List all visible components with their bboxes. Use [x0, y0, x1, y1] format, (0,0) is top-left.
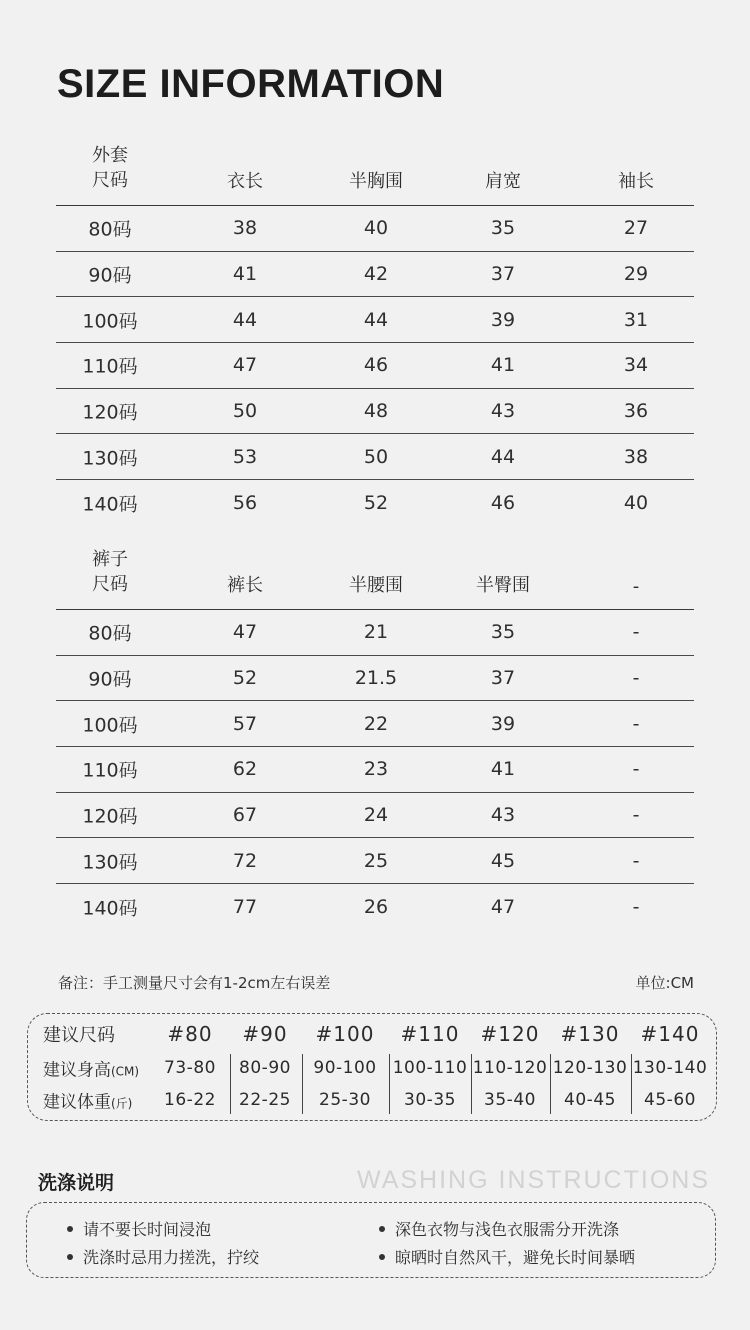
- table-cell: 44: [232, 308, 258, 331]
- table-cell: 37: [490, 667, 516, 690]
- table-header: [56, 140, 694, 206]
- unit-note: 单位:CM: [635, 974, 694, 992]
- table-cell: -: [632, 621, 640, 644]
- table-cell: 47: [490, 895, 516, 918]
- recommend-height-label: 建议身高(CM): [43, 1060, 140, 1081]
- table-header: [56, 544, 694, 610]
- table-cell: 29: [623, 263, 649, 286]
- recommend-weight-value: 25-30: [319, 1090, 371, 1110]
- header-cell: 裤长: [227, 575, 263, 596]
- table-cell: 50: [363, 445, 389, 468]
- table-cell: 21: [363, 621, 389, 644]
- table-cell: 47: [232, 621, 258, 644]
- table-cell: 35: [490, 217, 516, 240]
- header-cell: 肩宽: [485, 171, 521, 192]
- recommend-size-value: #120: [480, 1022, 540, 1046]
- table-cell: 45: [490, 849, 516, 872]
- table-cell: -: [632, 667, 640, 690]
- table-cell: 34: [623, 354, 649, 377]
- recommend-size-value: #90: [242, 1022, 288, 1046]
- table-cell: 46: [490, 491, 516, 514]
- table-cell: 47: [232, 354, 258, 377]
- table-cell: 37: [490, 263, 516, 286]
- recommend-size-value: #80: [167, 1022, 213, 1046]
- table-cell: -: [632, 849, 640, 872]
- table-row: [56, 610, 694, 656]
- table-cell: 41: [232, 263, 258, 286]
- table-row: [56, 434, 694, 480]
- washing-title-en: WASHING INSTRUCTIONS: [357, 1166, 710, 1194]
- table-row: [56, 747, 694, 793]
- table-cell: 67: [232, 804, 258, 827]
- column-divider: [631, 1054, 632, 1114]
- table-row: [56, 838, 694, 884]
- table-cell: 72: [232, 849, 258, 872]
- recommend-weight-value: 40-45: [564, 1090, 616, 1110]
- table-cell: 80码: [88, 622, 132, 645]
- table-cell: 36: [623, 400, 649, 423]
- recommend-height-value: 120-130: [552, 1058, 628, 1078]
- header-cell: 衣长: [227, 171, 263, 192]
- table-cell: 35: [490, 621, 516, 644]
- table-row: [56, 252, 694, 298]
- table-cell: 22: [363, 712, 389, 735]
- recommend-size-value: #100: [315, 1022, 375, 1046]
- recommend-weight-value: 22-25: [239, 1090, 291, 1110]
- recommend-height-value: 90-100: [313, 1058, 377, 1078]
- column-divider: [471, 1054, 472, 1114]
- washing-item: 洗涤时忌用力搓洗，拧绞: [67, 1245, 259, 1268]
- recommend-height-value: 110-120: [472, 1058, 548, 1078]
- table-row: [56, 389, 694, 435]
- table-cell: 38: [232, 217, 258, 240]
- table-cell: 21.5: [354, 667, 398, 690]
- table-cell: 44: [363, 308, 389, 331]
- table-row: [56, 701, 694, 747]
- table-cell: 53: [232, 445, 258, 468]
- recommend-height-value: 73-80: [164, 1058, 216, 1078]
- recommend-height-value: 100-110: [392, 1058, 468, 1078]
- washing-item: 深色衣物与浅色衣服需分开洗涤: [379, 1217, 619, 1240]
- table-cell: 27: [623, 217, 649, 240]
- table-cell: 41: [490, 354, 516, 377]
- recommend-height-row: [28, 1052, 716, 1084]
- table-cell: 140码: [82, 493, 138, 516]
- recommend-weight-row: [28, 1084, 716, 1116]
- recommend-weight-label: 建议体重(斤): [43, 1092, 133, 1113]
- recommend-size-value: #110: [400, 1022, 460, 1046]
- table-cell: -: [632, 804, 640, 827]
- table-cell: 100码: [82, 714, 138, 737]
- table-cell: 90码: [88, 264, 132, 287]
- table-cell: 57: [232, 712, 258, 735]
- header-cell: -: [632, 576, 640, 597]
- washing-item: 请不要长时间浸泡: [67, 1217, 211, 1240]
- table-cell: 77: [232, 895, 258, 918]
- table-row: [56, 206, 694, 252]
- table-cell: 62: [232, 758, 258, 781]
- table-cell: 39: [490, 712, 516, 735]
- recommend-weight-value: 45-60: [644, 1090, 696, 1110]
- table-cell: 110码: [82, 355, 138, 378]
- table-cell: 56: [232, 491, 258, 514]
- pants-size-table: [56, 544, 694, 930]
- header-cell: 半胸围: [349, 171, 403, 192]
- recommend-size-row: [28, 1018, 716, 1050]
- table-row: [56, 297, 694, 343]
- table-cell: 52: [363, 491, 389, 514]
- table-cell: 43: [490, 804, 516, 827]
- recommend-size-label: 建议尺码: [43, 1025, 115, 1046]
- table-cell: 38: [623, 445, 649, 468]
- measurement-note: 备注：手工测量尺寸会有1-2cm左右误差: [58, 974, 331, 992]
- column-divider: [302, 1054, 303, 1114]
- table-cell: 44: [490, 445, 516, 468]
- jacket-size-table: [56, 140, 694, 526]
- washing-title: 洗涤说明: [38, 1172, 115, 1194]
- recommend-weight-value: 35-40: [484, 1090, 536, 1110]
- recommendation-box: [27, 1013, 717, 1121]
- table-cell: 110码: [82, 759, 138, 782]
- column-divider: [230, 1054, 231, 1114]
- table-cell: 120码: [82, 805, 138, 828]
- recommend-height-value: 130-140: [632, 1058, 708, 1078]
- table-cell: 23: [363, 758, 389, 781]
- table-cell: 80码: [88, 218, 132, 241]
- recommend-weight-value: 16-22: [164, 1090, 216, 1110]
- table-cell: 120码: [82, 401, 138, 424]
- table-row: [56, 656, 694, 702]
- table-cell: 43: [490, 400, 516, 423]
- table-cell: 42: [363, 263, 389, 286]
- table-cell: -: [632, 895, 640, 918]
- table-row: [56, 793, 694, 839]
- header-cell: 裤子 尺码: [92, 549, 128, 595]
- table-cell: 40: [623, 491, 649, 514]
- table-cell: 130码: [82, 447, 138, 470]
- header-cell: 外套 尺码: [92, 145, 128, 191]
- washing-box: [26, 1202, 716, 1278]
- page-title: SIZE INFORMATION: [57, 62, 445, 106]
- table-cell: 100码: [82, 310, 138, 333]
- table-cell: 50: [232, 400, 258, 423]
- table-cell: 24: [363, 804, 389, 827]
- table-cell: 90码: [88, 668, 132, 691]
- table-cell: 41: [490, 758, 516, 781]
- table-cell: -: [632, 758, 640, 781]
- column-divider: [550, 1054, 551, 1114]
- table-cell: 46: [363, 354, 389, 377]
- header-cell: 半腰围: [349, 575, 403, 596]
- header-cell: 袖长: [618, 171, 654, 192]
- header-cell: 半臀围: [476, 575, 530, 596]
- table-row: [56, 884, 694, 930]
- washing-item: 晾晒时自然风干，避免长时间暴晒: [379, 1245, 635, 1268]
- table-cell: 26: [363, 895, 389, 918]
- table-cell: -: [632, 712, 640, 735]
- recommend-weight-value: 30-35: [404, 1090, 456, 1110]
- table-cell: 52: [232, 667, 258, 690]
- table-cell: 130码: [82, 851, 138, 874]
- table-row: [56, 343, 694, 389]
- table-cell: 140码: [82, 897, 138, 920]
- table-cell: 39: [490, 308, 516, 331]
- column-divider: [389, 1054, 390, 1114]
- table-row: [56, 480, 694, 526]
- table-cell: 40: [363, 217, 389, 240]
- table-cell: 25: [363, 849, 389, 872]
- recommend-size-value: #140: [640, 1022, 700, 1046]
- recommend-height-value: 80-90: [239, 1058, 291, 1078]
- recommend-size-value: #130: [560, 1022, 620, 1046]
- table-cell: 48: [363, 400, 389, 423]
- table-cell: 31: [623, 308, 649, 331]
